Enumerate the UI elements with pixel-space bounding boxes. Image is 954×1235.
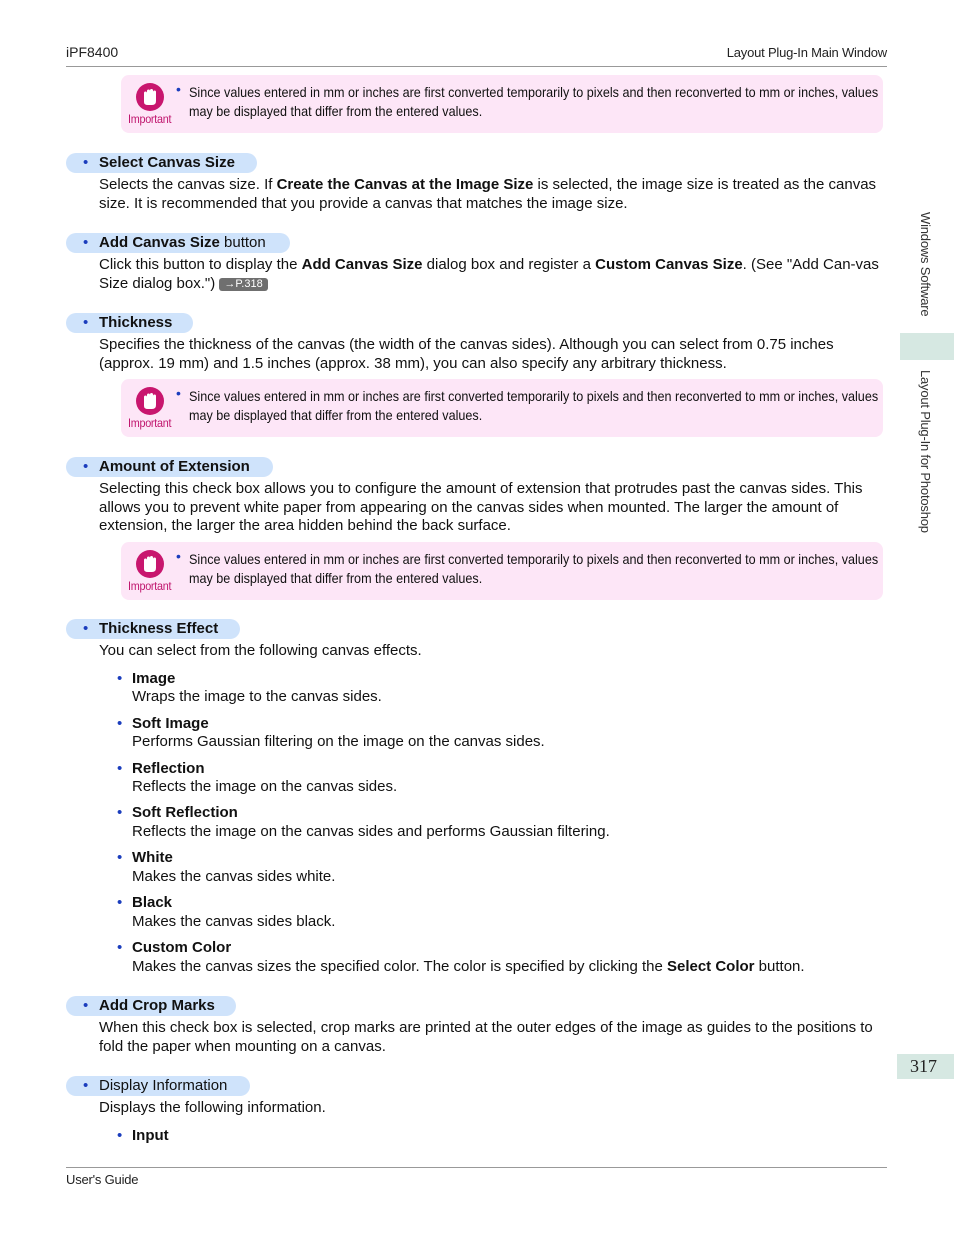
display-information-title: Display Information: [99, 1077, 228, 1094]
header-rule: [66, 66, 887, 67]
bullet: •: [83, 234, 89, 251]
display-information-text: Displays the following information.: [99, 1099, 326, 1116]
amount-of-extension-text: Selecting this check box allows you to configure the amount of extension that protrudes past the canvas sides. This allows you to prevent white paper from appearing on the canvas sides when mounted. The larger the amount of extension, the larger the area hidden behind the back surface.: [99, 480, 863, 534]
effect-item-title: Soft Reflection: [132, 804, 238, 821]
important-text: Since values entered in mm or inches are first converted temporarily to pixels and then reconverted to mm or inches, values may be displayed that differ from the entered values.: [189, 84, 879, 119]
bullet: •: [83, 620, 89, 637]
bullet: •: [117, 849, 123, 866]
effect-item-title: Image: [132, 670, 176, 687]
section-title: Layout Plug-In Main Window: [726, 45, 887, 60]
effect-item-title: Soft Image: [132, 715, 209, 732]
footer-title: User's Guide: [66, 1172, 139, 1187]
add-canvas-size-title: Add Canvas Size button: [99, 234, 266, 251]
important-hand-icon: [135, 82, 165, 112]
important-note: [121, 542, 883, 600]
note-bullet: •: [176, 548, 181, 564]
bullet: •: [117, 715, 123, 732]
important-note: [121, 379, 883, 437]
select-canvas-size-title: Select Canvas Size: [99, 154, 235, 171]
bullet: •: [83, 458, 89, 475]
page-number: 317: [910, 1056, 937, 1076]
bullet: •: [83, 154, 89, 171]
effect-item-title: Reflection: [132, 760, 205, 777]
bullet: •: [83, 1077, 89, 1094]
effect-item-desc: Reflects the image on the canvas sides and performs Gaussian filtering.: [132, 823, 610, 840]
important-hand-icon: [135, 386, 165, 416]
info-item-title: Input: [132, 1127, 169, 1144]
side-tab-windows-software[interactable]: Windows Software: [918, 212, 933, 317]
important-text: Since values entered in mm or inches are first converted temporarily to pixels and then reconverted to mm or inches, values may be displayed that differ from the entered values.: [189, 551, 879, 586]
bullet: •: [117, 804, 123, 821]
bullet: •: [117, 760, 123, 777]
effect-item-desc: Wraps the image to the canvas sides.: [132, 688, 382, 705]
thickness-text: Specifies the thickness of the canvas (the width of the canvas sides). Although you can select from 0.75 inches (approx. 19 mm) and 1.5 inches (approx. 38 mm), you can also specify any arbitrary thickness.: [99, 336, 834, 372]
effect-item-desc: Makes the canvas sides black.: [132, 913, 336, 930]
thickness-title: Thickness: [99, 314, 173, 331]
side-tab-layout-plugin[interactable]: Layout Plug-In for Photoshop: [918, 370, 933, 533]
important-label: Important: [128, 112, 172, 126]
add-crop-marks-text: When this check box is selected, crop marks are printed at the outer edges of the image as guides to the positions to fold the paper when mounting on a canvas.: [99, 1019, 873, 1055]
effect-item-desc: Performs Gaussian filtering on the image on the canvas sides.: [132, 733, 545, 750]
important-note: [121, 75, 883, 133]
effect-item-desc: Makes the canvas sizes the specified color. The color is specified by clicking the Select Color button.: [132, 958, 805, 975]
amount-of-extension-title: Amount of Extension: [99, 458, 250, 475]
effect-item-title: White: [132, 849, 173, 866]
note-bullet: •: [176, 385, 181, 401]
bullet: •: [83, 997, 89, 1014]
bullet: •: [117, 1127, 123, 1144]
bullet: •: [117, 894, 123, 911]
thickness-effect-text: You can select from the following canvas effects.: [99, 642, 422, 659]
note-bullet: •: [176, 81, 181, 97]
bullet: •: [117, 939, 123, 956]
add-crop-marks-title: Add Crop Marks: [99, 997, 215, 1014]
effect-item-title: Custom Color: [132, 939, 232, 956]
important-label: Important: [128, 416, 172, 430]
important-text: Since values entered in mm or inches are first converted temporarily to pixels and then reconverted to mm or inches, values may be displayed that differ from the entered values.: [189, 388, 879, 423]
important-hand-icon: [135, 549, 165, 579]
bullet: •: [117, 670, 123, 687]
page-reference-link[interactable]: →P.318: [219, 278, 267, 291]
doc-model: iPF8400: [66, 44, 119, 60]
effect-item-desc: Makes the canvas sides white.: [132, 868, 336, 885]
bullet: •: [83, 314, 89, 331]
add-canvas-size-text: Click this button to display the Add Canvas Size dialog box and register a Custom Canvas Size. (See "Add Can-vas Size dialog box.") →P.318: [99, 256, 879, 292]
side-tab-highlight: [900, 333, 954, 360]
effect-item-title: Black: [132, 894, 173, 911]
select-canvas-size-text: Selects the canvas size. If Create the Canvas at the Image Size is selected, the image size is treated as the canvas size. It is recommended that you provide a canvas that matches the image size.: [99, 176, 877, 212]
footer-rule: [66, 1167, 887, 1168]
effect-item-desc: Reflects the image on the canvas sides.: [132, 778, 398, 795]
thickness-effect-title: Thickness Effect: [99, 620, 219, 637]
important-label: Important: [128, 579, 172, 593]
